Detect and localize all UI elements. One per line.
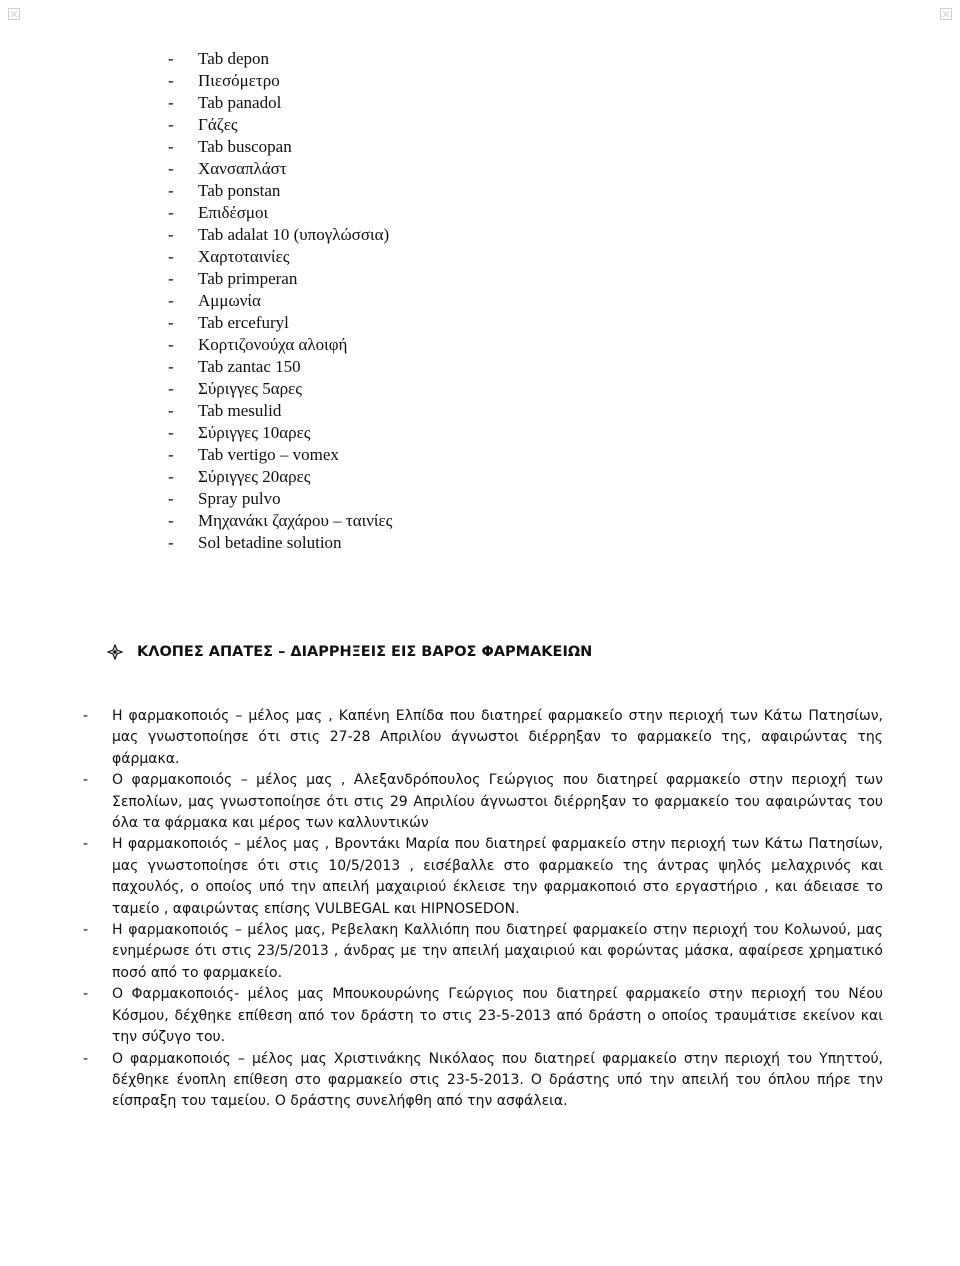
supply-item (168, 92, 392, 114)
supply-item (168, 158, 392, 180)
list-dash: - (168, 159, 174, 178)
supply-item (168, 136, 392, 158)
supply-item (168, 334, 392, 356)
incident-item (83, 984, 883, 1048)
list-dash: - (168, 445, 174, 464)
supply-item (168, 312, 392, 334)
supply-item-text: Επιδέσμοι (198, 203, 269, 222)
list-dash: - (168, 335, 174, 354)
supply-item-text: Tab adalat 10 (υπογλώσσια) (198, 225, 390, 244)
supply-item-text: Tab buscopan (198, 137, 292, 156)
supply-item (168, 356, 392, 378)
supply-item (168, 422, 392, 444)
supply-item-text: Χανσαπλάστ (198, 159, 287, 178)
supply-item-text: Tab zantac 150 (198, 357, 301, 376)
supply-item (168, 180, 392, 202)
list-dash: - (168, 115, 174, 134)
supply-item-text: Σύριγγες 10αρες (198, 423, 311, 442)
supply-item-text: Tab ponstan (198, 181, 281, 200)
supply-item (168, 290, 392, 312)
incident-item (83, 770, 883, 834)
list-dash: - (168, 93, 174, 112)
list-dash: - (168, 247, 174, 266)
supply-item-text: Μηχανάκι ζαχάρου – ταινίες (198, 511, 393, 530)
list-dash: - (83, 836, 89, 853)
supply-item-text: Αμμωνία (198, 291, 261, 310)
supply-item-text: Tab mesulid (198, 401, 282, 420)
list-dash: - (168, 489, 174, 508)
list-dash: - (168, 379, 174, 398)
supply-item (168, 70, 392, 92)
list-dash: - (168, 49, 174, 68)
supply-item-text: Sol betadine solution (198, 533, 342, 552)
list-dash: - (168, 401, 174, 420)
supply-item-text: Χαρτοταινίες (198, 247, 290, 266)
list-dash: - (168, 137, 174, 156)
list-dash: - (168, 313, 174, 332)
supply-item-text: Γάζες (198, 115, 238, 134)
list-dash: - (168, 71, 174, 90)
list-dash: - (168, 291, 174, 310)
list-dash: - (83, 772, 89, 789)
supply-item-text: Spray pulvo (198, 489, 281, 508)
supply-item (168, 466, 392, 488)
supply-item (168, 378, 392, 400)
incident-item-text: Η φαρμακοποιός – μέλος μας , Βροντάκι Μαρία που διατηρεί φαρμακείο στην περιοχή των Κάτω Πατησίων, μας γνωστοποίησε ότι στις 10/5/2013 , εισέβαλλε στο φαρμακείο της άντρας ψηλός μελαχρινός και παχουλός, ο οποίος υπό την απειλή μαχαιριού έκλεισε την φαρμακοποιό στο εργαστήριο , και άδειασε το ταμείο , αφαιρώντας επίσης VULBEGAL και HIPNOSEDON. (112, 836, 883, 917)
list-dash: - (168, 225, 174, 244)
list-dash: - (83, 922, 89, 939)
list-dash: - (83, 708, 89, 724)
supply-item (168, 114, 392, 136)
list-dash: - (83, 1050, 89, 1067)
list-dash: - (83, 986, 89, 1003)
list-dash: - (168, 423, 174, 442)
supply-item (168, 510, 392, 532)
supply-item-text: Tab depon (198, 49, 270, 68)
supply-item-text: Tab vertigo – vomex (198, 445, 339, 464)
supply-item (168, 400, 392, 422)
supply-item-text: Σύριγγες 5αρες (198, 379, 302, 398)
list-dash: - (168, 203, 174, 222)
list-dash: - (168, 467, 174, 486)
supply-item-text: Πιεσόμετρο (198, 71, 280, 90)
supply-item (168, 246, 392, 268)
list-dash: - (168, 511, 174, 530)
supply-item-text: Tab primperan (198, 269, 298, 288)
incident-item (83, 920, 883, 984)
incident-item (83, 1049, 883, 1113)
incident-item-text: Ο φαρμακοποιός – μέλος μας , Αλεξανδρόπουλος Γεώργιος που διατηρεί φαρμακείο στην περιοχή των Σεπολίων, μας γνωστοποίησε ότι στις 29 Απριλίου άγνωστοι διέρρηξαν το φαρμακείο του αφαιρώντας του όλα τα φάρμακα και μέρος των καλλυντικών (112, 772, 883, 832)
supply-list (168, 48, 392, 554)
incident-item-text: Ο φαρμακοποιός – μέλος μας Χριστινάκης Νικόλαος που διατηρεί φαρμακείο στην περιοχή του Υπηττού, δέχθηκε ένοπλη επίθεση στο φαρμακείο στις 23-5-2013. Ο δράστης υπό την απειλή του όπλου πήρε την είσπραξη του ταμείου. Ο δράστης συνελήφθη από την ασφάλεια. (112, 1050, 883, 1110)
incident-item-text: Η φαρμακοποιός – μέλος μας , Καπένη Ελπίδα που διατηρεί φαρμακείο στην περιοχή των Κάτω Πατησίων, μας γνωστοποίησε ότι στις 27-28 Απριλίου άγνωστοι διέρρηξαν το φαρμακείο της, αφαιρώντας της φάρμακα. (112, 708, 883, 767)
incident-item-text: Ο Φαρμακοποιός- μέλος μας Μπουκουρώνης Γεώργιος που διατηρεί φαρμακείο στην περιοχή του Νέου Κόσμου, δέχθηκε επίθεση από τον δράστη το στις 23-5-2013 από δράστη ο οποίος τραυμάτισε εκείνον και την σύζυγο του. (112, 986, 883, 1046)
incident-item (83, 834, 883, 920)
list-dash: - (168, 533, 174, 552)
supply-item-text: Tab panadol (198, 93, 282, 112)
supply-item (168, 444, 392, 466)
list-dash: - (168, 269, 174, 288)
supply-item (168, 202, 392, 224)
incident-list (83, 706, 883, 1113)
list-dash: - (168, 181, 174, 200)
supply-item (168, 268, 392, 290)
corner-crop-mark-icon (8, 8, 20, 20)
supply-item (168, 48, 392, 70)
supply-item-text: Κορτιζονούχα αλοιφή (198, 335, 348, 354)
section-title: ΚΛΟΠΕΣ ΑΠΑΤΕΣ – ΔΙΑΡΡΗΞΕΙΣ ΕΙΣ ΒΑΡΟΣ ΦΑΡΜΑΚΕΙΩΝ (137, 644, 593, 660)
supply-item (168, 532, 392, 554)
supply-item-text: Σύριγγες 20αρες (198, 467, 311, 486)
section-heading (107, 642, 592, 662)
incident-item-text: Η φαρμακοποιός – μέλος μας, Ρεβελακη Καλλιόπη που διατηρεί φαρμακείο στην περιοχή του Κολωνού, μας ενημέρωσε ότι στις 23/5/2013 , άνδρας με την απειλή μαχαιριού και φορώντας μάσκα, αφαίρεσε χρηματικό ποσό από το φαρμακείο. (112, 922, 883, 981)
list-dash: - (168, 357, 174, 376)
supply-item-text: Tab ercefuryl (198, 313, 289, 332)
supply-item (168, 488, 392, 510)
supply-item (168, 224, 392, 246)
corner-crop-mark-icon (940, 8, 952, 20)
diamond-bullet-icon (107, 644, 123, 660)
incident-item (83, 706, 883, 770)
